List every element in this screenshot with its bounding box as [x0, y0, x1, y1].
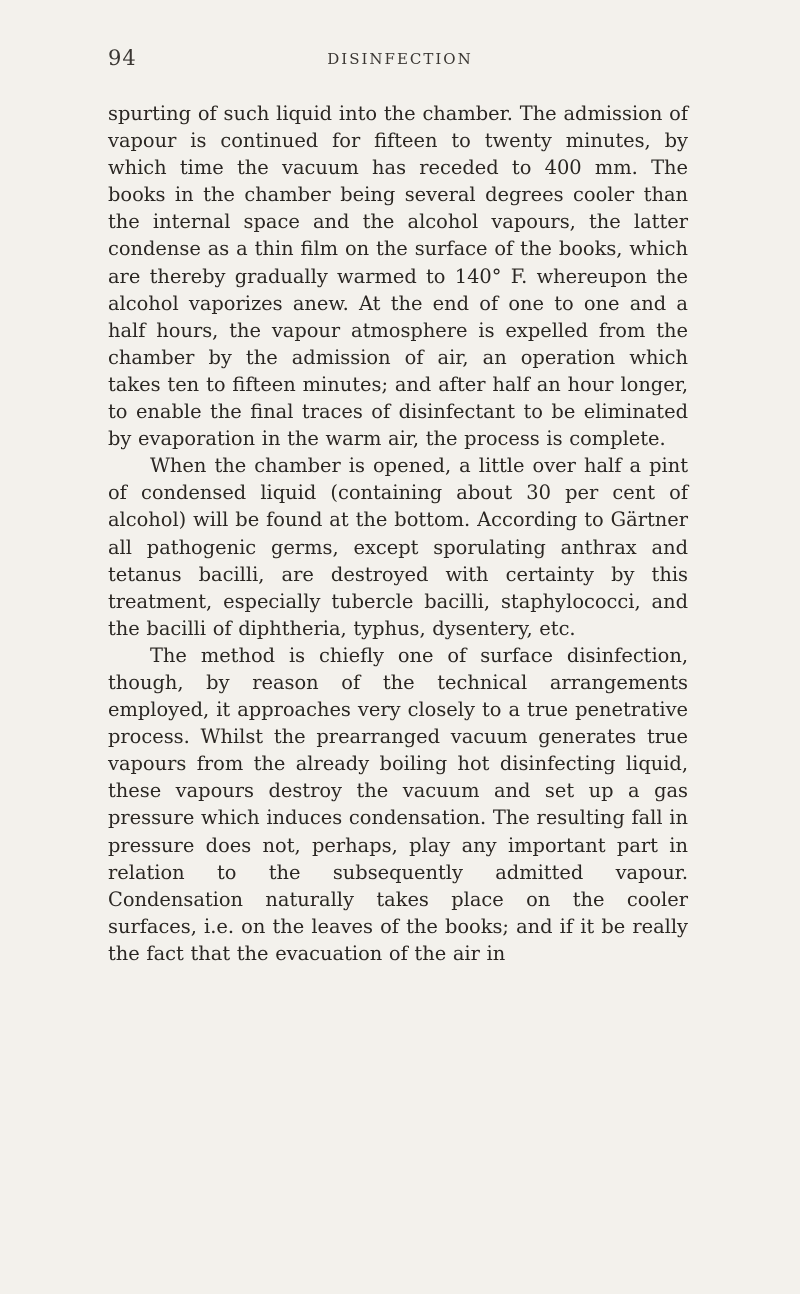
paragraph: spurting of such liquid into the chamber. The admission of vapour is continued for fifteen to twenty minutes, by which time the vacuum has receded to 400 mm. The books in the chamber being several degrees cooler than the internal space and the alcohol vapours, the latter condense as a thin film on the surface of the books, which are thereby gradually warmed to 140° F. whereupon the alcohol vaporizes anew. At the end of one to one and a half hours, the vapour atmosphere is expelled from the chamber by the admission of air, an operation which takes ten to fifteen minutes; and after half an hour longer, to enable the final traces of disinfectant to be eliminated by evaporation in the warm air, the process is complete. — [108, 102, 688, 451]
running-head: DISINFECTION — [327, 50, 473, 68]
page-header — [108, 46, 692, 74]
paragraph: When the chamber is opened, a little over half a pint of condensed liquid (containing about 30 per cent of alcohol) will be found at the bottom. According to Gärtner all pathogenic germs, except sporulating anthrax and tetanus bacilli, are destroyed with certainty by this treatment, especially tubercle bacilli, staphylococci, and the bacilli of diphtheria, typhus, dysentery, etc. — [108, 454, 688, 640]
page-number: 94 — [108, 46, 137, 70]
body-text — [108, 100, 688, 967]
paragraph: The method is chiefly one of surface disinfection, though, by reason of the technical arrangements employed, it approaches very closely to a true penetrative process. Whilst the prearranged vacuum generates true vapours from the already boiling hot disinfecting liquid, these vapours destroy the vacuum and set up a gas pressure which induces condensation. The resulting fall in pressure does not, perhaps, play any important part in relation to the subsequently admitted vapour. Condensation naturally takes place on the cooler surfaces, i.e. on the leaves of the books; and if it be really the fact that the evacuation of the air in — [108, 643, 688, 965]
